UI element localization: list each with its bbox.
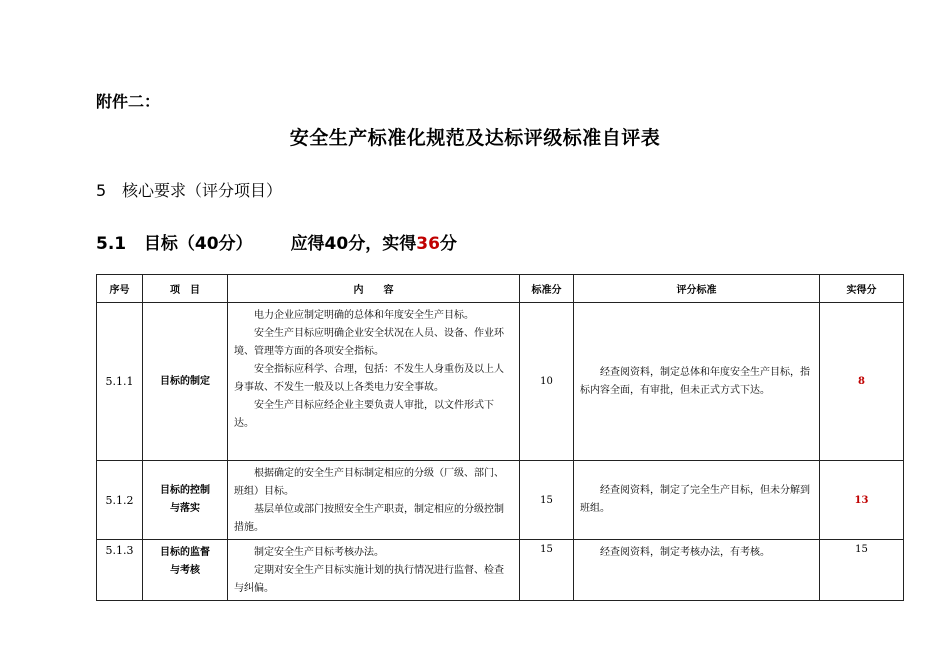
self-evaluation-table — [96, 274, 904, 601]
content-line: 基层单位或部门按照安全生产职责，制定相应的分级控制措施。 — [234, 504, 504, 533]
criteria-text: 经查阅资料，制定了完全生产目标，但未分解到班组。 — [580, 485, 810, 514]
criteria-text: 经查阅资料，制定总体和年度安全生产目标，指标内容全面，有审批，但未正式方式下达。 — [580, 366, 810, 396]
row-content — [228, 303, 520, 461]
row-item: 目标的监督 与考核 — [143, 540, 228, 601]
row-criteria — [574, 461, 820, 540]
content-line: 安全指标应科学、合理，包括：不发生人身重伤及以上人身事故、不发生一般及以上各类电力安全事故。 — [234, 364, 504, 393]
header-no: 序号 — [97, 275, 143, 303]
section-heading — [96, 178, 282, 201]
row-criteria — [574, 303, 820, 461]
row-actual-score: 13 — [820, 461, 904, 540]
content-line: 安全生产目标应经企业主要负责人审批，以文件形式下达。 — [234, 400, 494, 429]
content-line: 根据确定的安全生产目标制定相应的分级（厂级、部门、班组）目标。 — [234, 468, 504, 497]
subsection-name: 目标（40分） — [143, 234, 253, 254]
row-content — [228, 461, 520, 540]
table-row — [97, 303, 904, 461]
table-row — [97, 461, 904, 540]
subsection-due: 应得40分，实得 — [290, 234, 417, 254]
row-number: 5.1.3 — [97, 540, 143, 601]
header-standard: 标准分 — [520, 275, 574, 303]
subsection-unit: 分 — [439, 234, 457, 254]
row-standard-score: 10 — [520, 303, 574, 461]
row-item: 目标的控制 与落实 — [143, 461, 228, 540]
row-actual-score: 8 — [820, 303, 904, 461]
content-line: 电力企业应制定明确的总体和年度安全生产目标。 — [254, 310, 474, 321]
subsection-actual-score: 36 — [416, 234, 440, 254]
row-item: 目标的制定 — [143, 303, 228, 461]
table-header-row — [97, 275, 904, 303]
row-standard-score: 15 — [520, 540, 574, 601]
row-standard-score: 15 — [520, 461, 574, 540]
section-number: 5 — [96, 181, 107, 200]
row-actual-score: 15 — [820, 540, 904, 601]
table-row — [97, 540, 904, 601]
attachment-label: 附件二： — [96, 92, 161, 111]
content-line: 定期对安全生产目标实施计划的执行情况进行监督、检查与纠偏。 — [234, 565, 504, 594]
content-line: 制定安全生产目标考核办法。 — [254, 547, 384, 558]
row-criteria — [574, 540, 820, 601]
header-item: 项 目 — [143, 275, 228, 303]
criteria-text: 经查阅资料，制定考核办法，有考核。 — [600, 547, 770, 558]
row-number: 5.1.2 — [97, 461, 143, 540]
row-number: 5.1.1 — [97, 303, 143, 461]
document-title: 安全生产标准化规范及达标评级标准自评表 — [289, 127, 661, 149]
header-score: 实得分 — [820, 275, 904, 303]
subsection-heading — [96, 229, 457, 254]
content-line: 安全生产目标应明确企业安全状况在人员、设备、作业环境、管理等方面的各项安全指标。 — [234, 328, 504, 357]
header-content: 内 容 — [228, 275, 520, 303]
header-criteria: 评分标准 — [574, 275, 820, 303]
subsection-number: 5.1 — [96, 234, 127, 254]
section-text: 核心要求（评分项目） — [122, 181, 283, 200]
row-content — [228, 540, 520, 601]
